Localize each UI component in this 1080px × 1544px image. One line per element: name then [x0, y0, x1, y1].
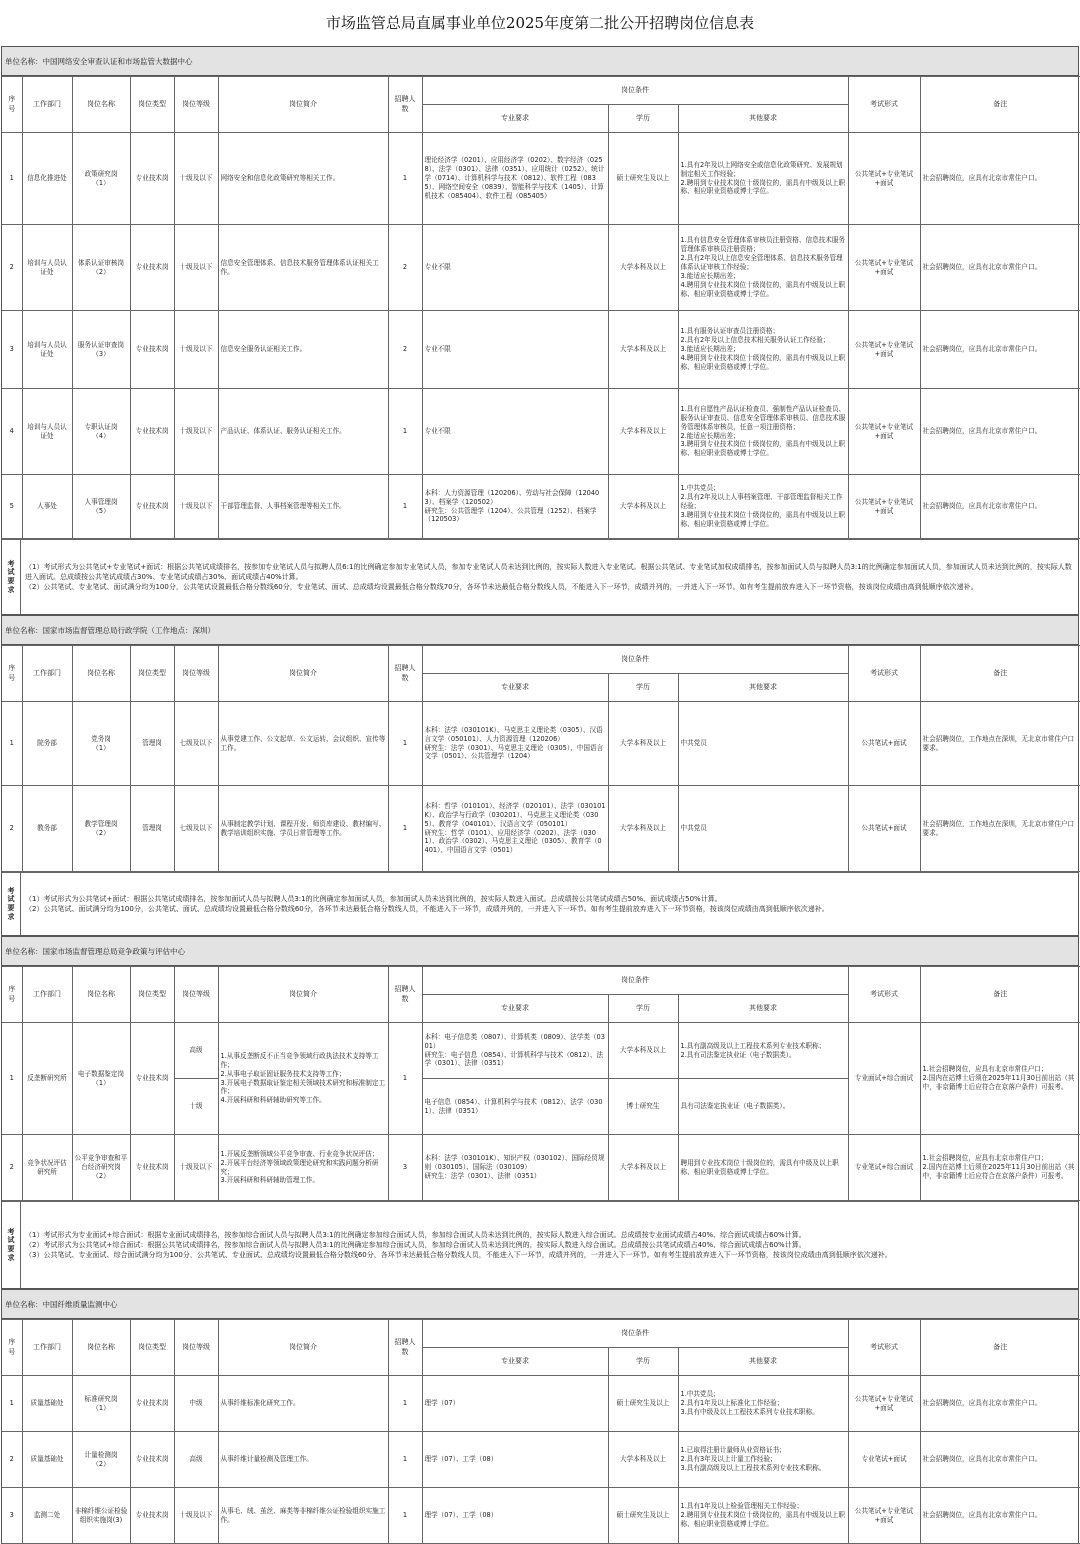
- unit-section: [1, 1289, 1079, 1544]
- row-remark: 社会招聘岗位，应具有北京市常住户口。: [920, 1488, 1080, 1544]
- header-exam: 考试形式: [848, 646, 920, 702]
- header-dept: 工作部门: [22, 77, 72, 133]
- row-post: 党务岗 （1）: [72, 702, 130, 786]
- header-other: 其他要求: [678, 995, 848, 1023]
- row-count: 1: [388, 702, 422, 786]
- row-dept: 教务部: [22, 786, 72, 872]
- row-edu: 硕士研究生及以上: [608, 1376, 678, 1432]
- exam-requirements-text: [21, 873, 1078, 935]
- row-post: 非棉纤维公证检验组织实施岗(3): [72, 1488, 130, 1544]
- header-remark: 备注: [920, 77, 1080, 133]
- row-post: 政策研究岗 （1）: [72, 133, 130, 225]
- row-grade: 十级及以下: [174, 475, 218, 539]
- row-count: 1: [388, 1023, 422, 1135]
- row-other: 1.具有自愿性产品认证检查员、强制性产品认证检查员、服务认证审查员、信息安全管理体系审核员、信息技术服务管理体系审核员，任意一项注册资格； 2.能适应长期出差； 3.聘用到专业技术岗位十级岗位的，需具有中级及以上职称、相应职业资格或博士学位。: [678, 389, 848, 475]
- row-count: 2: [388, 311, 422, 389]
- header-count: 招聘人数: [388, 77, 422, 133]
- row-post-type: 专业技术岗: [130, 389, 174, 475]
- row-remark: 社会招聘岗位，应具有北京市常住户口。: [920, 1432, 1080, 1488]
- header-remark: 备注: [920, 967, 1080, 1023]
- exam-requirements: [2, 1201, 1078, 1289]
- header-post-type: 岗位类型: [130, 1320, 174, 1376]
- row-edu: 大学本科及以上: [608, 786, 678, 872]
- row-grade: 高级: [174, 1023, 218, 1079]
- row-other: 1.具有副高级及以上工程技术系列专业技术职称； 2.具有司法鉴定执业证（电子数据类）。: [678, 1023, 848, 1079]
- job-table: [2, 1319, 1080, 1544]
- row-seq: 1: [2, 1023, 22, 1135]
- header-intro: 岗位简介: [218, 967, 388, 1023]
- header-other: 其他要求: [678, 105, 848, 133]
- header-post: 岗位名称: [72, 646, 130, 702]
- exam-requirements-label-text: 考试要求: [7, 559, 15, 594]
- row-major: 理论经济学（0201）、应用经济学（0202）、数字经济（0258）、法学（0301）、法律（0351）、应用统计（0252）、统计学（0714）、计算机科学与技术（0812）、软件工程（0835）、网络空间安全（0839）、智能科学与技术（1405）、计算机技术（085404）、软件工程（085405）: [422, 133, 608, 225]
- row-edu: 硕士研究生及以上: [608, 1488, 678, 1544]
- row-other: 1.具有信息安全管理体系审核员注册资格、信息技术服务管理体系审核员注册资格； 2.具有2年及以上信息安全管理体系、信息技术服务管理体系认证审核工作经验； 3.能适应长期出差； 4.聘用到专业技术岗位十级岗位的，需具有中级及以上职称、相应职业资格或博士学位。: [678, 225, 848, 311]
- row-major: 本科：人力资源管理（120206）、劳动与社会保障（120403）、档案学（120502） 研究生：公共管理学（1204）、公共管理（1252）、档案学（120503）: [422, 475, 608, 539]
- row-seq: 3: [2, 311, 22, 389]
- row-dept: 反垄断研究所: [22, 1023, 72, 1135]
- row-major: 专业不限: [422, 225, 608, 311]
- header-post: 岗位名称: [72, 1320, 130, 1376]
- row-exam: 公共笔试+面试: [848, 702, 920, 786]
- header-row: [2, 646, 1080, 674]
- row-count: 1: [388, 1376, 422, 1432]
- row-remark: 社会招聘岗位，应具有北京市常住户口。: [920, 1376, 1080, 1432]
- row-post: 专职认证岗 （4）: [72, 389, 130, 475]
- row-remark: 社会招聘岗位，应具有北京市常住户口。: [920, 311, 1080, 389]
- row-exam: 公共笔试+专业笔试+面试: [848, 389, 920, 475]
- exam-requirement-item: （3）公共笔试、专业面试、综合面试满分均为100分，公共笔试、专业面试、总成绩均设置最低合格分数线60分，各环节未达最低合格分数线人员，不能进入下一环节，成绩并列的，一并进入下一环节。如有考生提前放弃进入下一环节资格，按该岗位成绩由高到低顺序依次递补。: [25, 1251, 892, 1260]
- row-other: 聘用到专业技术岗位十级岗位的，需具有中级及以上职称、相应职业资格或博士学位。: [678, 1135, 848, 1201]
- row-seq: 1: [2, 702, 22, 786]
- row-grade: 中级: [174, 1376, 218, 1432]
- row-post-type: 管理岗: [130, 786, 174, 872]
- row-intro: 信息安全服务认证相关工作。: [218, 311, 388, 389]
- row-seq: 1: [2, 1376, 22, 1432]
- header-conditions: 岗位条件: [422, 77, 848, 105]
- header-grade: 岗位等级: [174, 967, 218, 1023]
- header-post-type: 岗位类型: [130, 646, 174, 702]
- exam-requirement-item: （1）考试形式为公共笔试+面试：根据公共笔试成绩排名，按参加面试人员与拟聘人员3:1的比例确定参加面试人员，参加面试人员未达到比例的，按实际人数进入面试。总成绩按公共笔试成绩占50%、面试成绩占50%计算。: [25, 894, 722, 903]
- row-grade: 七级及以下: [174, 702, 218, 786]
- row-exam: 公共笔试+专业笔试+面试: [848, 1488, 920, 1544]
- table-row: [2, 389, 1080, 475]
- row-edu: 大学本科及以上: [608, 1135, 678, 1201]
- row-seq: 2: [2, 225, 22, 311]
- exam-requirement-item: （1）考试形式为公共笔试+专业笔试+面试：根据公共笔试成绩排名，按参加专业笔试人员与拟聘人员6:1的比例确定参加专业笔试人员，参加专业笔试人员未达到比例的，按实际人数进入专业笔试。根据公共笔试、专业笔试加权成绩排名，按参加面试人员与拟聘人员3:1的比例确定参加面试人员，参加面试人员未达到比例的，按实际人数进入面试。总成绩按公共笔试成绩占30%、专业笔试成绩占30%、面试成绩占40%计算。: [25, 562, 1072, 581]
- row-count: 1: [388, 133, 422, 225]
- row-dept: 信息化推进处: [22, 133, 72, 225]
- row-post-type: 专业技术岗: [130, 225, 174, 311]
- row-post: 体系认证审核岗 （2）: [72, 225, 130, 311]
- row-major: 专业不限: [422, 389, 608, 475]
- header-exam: 考试形式: [848, 967, 920, 1023]
- row-post: 标准研究岗 （1）: [72, 1376, 130, 1432]
- header-post: 岗位名称: [72, 967, 130, 1023]
- unit-section: [1, 615, 1079, 936]
- row-remark: 1.社会招聘岗位，应具有北京市常住户口； 2.国内在站博士后须在2025年11月30日前出站（其中，非京籍博士后应符合在京落户条件）可报考。: [920, 1023, 1080, 1135]
- exam-requirement-item: （2）公共笔试、专业笔试、面试满分均为100分，公共笔试设置最低合格分数线60分，专业笔试、面试、总成绩均设置最低合格分数线70分，各环节未达最低合格分数线人员，不能进入下一环节，成绩并列的，一并进入下一环节。如有考生提前放弃进入下一环节资格，按该岗位成绩由高到低顺序依次递补。: [25, 583, 978, 592]
- header-grade: 岗位等级: [174, 646, 218, 702]
- header-remark: 备注: [920, 646, 1080, 702]
- header-edu: 学历: [608, 1348, 678, 1376]
- row-dept: 监测二处: [22, 1488, 72, 1544]
- header-grade: 岗位等级: [174, 77, 218, 133]
- row-intro: 网络安全和信息化政策研究等相关工作。: [218, 133, 388, 225]
- unit-name: 单位名称：中国纤维质量监测中心: [2, 1289, 1078, 1319]
- table-row: [2, 1135, 1080, 1201]
- row-edu: 大学本科及以上: [608, 475, 678, 539]
- table-row: [2, 786, 1080, 872]
- exam-requirement-item: （2）考试形式为公共笔试+综合面试：根据公共笔试成绩排名，按参加综合面试人员与拟聘人员3:1的比例确定参加综合面试人员，参加综合面试人员未达到比例的，按实际人数进入综合面试。总成绩按公共笔试成绩占40%、综合面试成绩占60%计算。: [25, 1240, 806, 1249]
- job-table: [2, 76, 1080, 539]
- row-intro: 从事纤维标准化研究工作。: [218, 1376, 388, 1432]
- row-grade: 十级及以下: [174, 225, 218, 311]
- row-grade: 高级: [174, 1432, 218, 1488]
- row-post: 电子数据鉴定岗 （1）: [72, 1023, 130, 1135]
- row-remark: 社会招聘岗位，工作地点在深圳，无北京市常住户口要求。: [920, 702, 1080, 786]
- row-seq: 2: [2, 786, 22, 872]
- header-major: 专业要求: [422, 1348, 608, 1376]
- row-major: 电子信息（0854）、计算机科学与技术（0812）、法学（0301）、法律（0351）: [422, 1079, 608, 1135]
- header-conditions: 岗位条件: [422, 967, 848, 995]
- row-other: 1.具有2年及以上网络安全或信息化政策研究、发展规划制定相关工作经验； 2.聘用到专业技术岗位十级岗位的，需具有中级及以上职称、相应职业资格或博士学位。: [678, 133, 848, 225]
- row-grade: 七级及以下: [174, 786, 218, 872]
- row-grade: 十级: [174, 1079, 218, 1135]
- row-edu: 大学本科及以上: [608, 389, 678, 475]
- page-title: 市场监管总局直属事业单位2025年度第二批公开招聘岗位信息表: [325, 14, 755, 32]
- exam-requirements-label: [2, 873, 21, 935]
- exam-requirements: [2, 539, 1078, 615]
- table-row: [2, 1376, 1080, 1432]
- row-grade: 十级及以下: [174, 389, 218, 475]
- row-post: 计量检测岗 （2）: [72, 1432, 130, 1488]
- row-post: 服务认证审查岗 （3）: [72, 311, 130, 389]
- row-intro: 从事党建工作、公文起草、公文运转、会议组织、宣传等工作。: [218, 702, 388, 786]
- header-seq: 序号: [2, 77, 22, 133]
- row-intro: 从事制定教学计划、课程开发、师资库建设、教材编写、教学培训组织实施、学员日常管理等工作。: [218, 786, 388, 872]
- header-count: 招聘人数: [388, 646, 422, 702]
- row-grade: 十级及以下: [174, 133, 218, 225]
- header-edu: 学历: [608, 674, 678, 702]
- row-edu: 大学本科及以上: [608, 311, 678, 389]
- row-major: 理学（07）、工学（08）: [422, 1432, 608, 1488]
- header-edu: 学历: [608, 105, 678, 133]
- row-remark: 1.社会招聘岗位，应具有北京市常住户口； 2.国内在站博士后须在2025年11月30日前出站（其中，非京籍博士后应符合在京落户条件）可报考。: [920, 1135, 1080, 1201]
- row-other: 中共党员: [678, 786, 848, 872]
- row-exam: 公共笔试+专业笔试+面试: [848, 475, 920, 539]
- header-major: 专业要求: [422, 674, 608, 702]
- row-edu: 大学本科及以上: [608, 1432, 678, 1488]
- row-exam: 公共笔试+专业笔试+面试: [848, 133, 920, 225]
- header-exam: 考试形式: [848, 1320, 920, 1376]
- header-row: [2, 1320, 1080, 1348]
- row-post-type: 专业技术岗: [130, 1135, 174, 1201]
- header-other: 其他要求: [678, 674, 848, 702]
- row-post-type: 专业技术岗: [130, 475, 174, 539]
- row-seq: 4: [2, 389, 22, 475]
- row-dept: 培训与人员认证处: [22, 389, 72, 475]
- job-table: [2, 645, 1080, 872]
- row-dept: 竞争状况评估研究所: [22, 1135, 72, 1201]
- row-post-type: 专业技术岗: [130, 1023, 174, 1135]
- row-remark: 社会招聘岗位，应具有北京市常住户口。: [920, 475, 1080, 539]
- row-post-type: 专业技术岗: [130, 1432, 174, 1488]
- header-seq: 序号: [2, 646, 22, 702]
- row-grade: 十级及以下: [174, 1135, 218, 1201]
- header-post: 岗位名称: [72, 77, 130, 133]
- exam-requirements: [2, 872, 1078, 936]
- row-seq: 1: [2, 133, 22, 225]
- row-major: 本科：法学（030101K）、马克思主义理论类（0305）、汉语言文学（050101）、人力资源管理（120206） 研究生：法学（0301）、马克思主义理论（0305）、中国语言文学（0501）、公共管理学（1204）: [422, 702, 608, 786]
- row-dept: 人事处: [22, 475, 72, 539]
- row-other: 中共党员: [678, 702, 848, 786]
- row-exam: 专业面试+综合面试: [848, 1023, 920, 1135]
- header-dept: 工作部门: [22, 967, 72, 1023]
- row-dept: 培训与人员认证处: [22, 311, 72, 389]
- row-edu: 大学本科及以上: [608, 1023, 678, 1079]
- row-major: 理学（07）、工学（08）: [422, 1488, 608, 1544]
- unit-section: [1, 46, 1079, 615]
- header-exam: 考试形式: [848, 77, 920, 133]
- row-remark: 社会招聘岗位，应具有北京市常住户口。: [920, 225, 1080, 311]
- row-grade: 十级及以下: [174, 311, 218, 389]
- row-seq: 5: [2, 475, 22, 539]
- row-major: 理学（07）: [422, 1376, 608, 1432]
- row-count: 1: [388, 389, 422, 475]
- row-intro: 从事纤维计量检测及管理工作。: [218, 1432, 388, 1488]
- row-other: 1.具有服务认证审查员注册资格； 2.具有2年及以上信息技术相关服务认证工作经验； 3.能适应长期出差； 4.聘用到专业技术岗位十级岗位的，需具有中级及以上职称、相应职业资格或博士学位。: [678, 311, 848, 389]
- row-intro: 干部管理监督、人事档案管理等相关工作。: [218, 475, 388, 539]
- header-dept: 工作部门: [22, 646, 72, 702]
- row-post-type: 管理岗: [130, 702, 174, 786]
- row-count: 1: [388, 786, 422, 872]
- row-count: 1: [388, 475, 422, 539]
- row-major: 本科：法学（030101K）、知识产权（030102）、国际经贸规则（030105）、国际法（030109） 研究生：法学（0301）、法律（0351）: [422, 1135, 608, 1201]
- table-row: [2, 475, 1080, 539]
- row-post: 公平竞争审查和平台经济研究岗 （2）: [72, 1135, 130, 1201]
- row-seq: 3: [2, 1488, 22, 1544]
- row-post-type: 专业技术岗: [130, 1376, 174, 1432]
- job-table: [2, 966, 1080, 1201]
- table-row: [2, 311, 1080, 389]
- exam-requirement-item: （2）公共笔试、面试满分均为100分，公共笔试、面试、总成绩均设置最低合格分数线60分，各环节未达最低合格分数线人员，不能进入下一环节，成绩并列的，一并进入下一环节。如有考生提前放弃进入下一环节资格，按该岗位成绩由高到低顺序依次递补。: [25, 905, 829, 913]
- header-count: 招聘人数: [388, 1320, 422, 1376]
- row-edu: 硕士研究生及以上: [608, 133, 678, 225]
- table-row: [2, 1432, 1080, 1488]
- row-post-type: 专业技术岗: [130, 133, 174, 225]
- row-grade: 十级及以下: [174, 1488, 218, 1544]
- row-intro: 产品认证、体系认证、服务认证相关工作。: [218, 389, 388, 475]
- row-post: 人事管理岗 （5）: [72, 475, 130, 539]
- header-grade: 岗位等级: [174, 1320, 218, 1376]
- row-count: 1: [388, 1488, 422, 1544]
- header-dept: 工作部门: [22, 1320, 72, 1376]
- unit-name: 单位名称：中国网络安全审查认证和市场监管大数据中心: [2, 46, 1078, 76]
- row-post: 教学管理岗 （2）: [72, 786, 130, 872]
- row-edu: 大学本科及以上: [608, 702, 678, 786]
- header-seq: 序号: [2, 967, 22, 1023]
- row-dept: 质量基础处: [22, 1376, 72, 1432]
- header-seq: 序号: [2, 1320, 22, 1376]
- header-conditions: 岗位条件: [422, 646, 848, 674]
- header-row: [2, 967, 1080, 995]
- row-remark: 社会招聘岗位，应具有北京市常住户口。: [920, 133, 1080, 225]
- row-remark: 社会招聘岗位，应具有北京市常住户口。: [920, 389, 1080, 475]
- row-count: 1: [388, 1432, 422, 1488]
- row-post-type: 专业技术岗: [130, 1488, 174, 1544]
- header-edu: 学历: [608, 995, 678, 1023]
- job-info-document: [1, 46, 1079, 1544]
- exam-requirements-text: [21, 1202, 1078, 1288]
- row-edu: 博士研究生: [608, 1079, 678, 1135]
- header-post-type: 岗位类型: [130, 967, 174, 1023]
- row-count: 3: [388, 1135, 422, 1201]
- header-count: 招聘人数: [388, 967, 422, 1023]
- row-intro: 信息安全管理体系、信息技术服务管理体系认证相关工作。: [218, 225, 388, 311]
- row-exam: 公共笔试+面试: [848, 786, 920, 872]
- row-seq: 2: [2, 1135, 22, 1201]
- header-other: 其他要求: [678, 1348, 848, 1376]
- header-intro: 岗位简介: [218, 1320, 388, 1376]
- exam-requirement-item: （1）考试形式为专业面试+综合面试：根据专业面试成绩排名，按参加综合面试人员与拟聘人员3:1的比例确定参加综合面试人员，参加综合面试人员未达到比例的，按实际人数进入综合面试。总成绩按专业面试成绩占40%、综合面试成绩占60%计算。: [25, 1230, 806, 1239]
- row-major: 本科：电子信息类（0807）、计算机类（0809）、法学类（0301） 研究生：电子信息（0854）、计算机科学与技术（0812）、法学（0301）、法律（0351）: [422, 1023, 608, 1079]
- header-major: 专业要求: [422, 995, 608, 1023]
- row-other: 1.中共党员； 2.具有2年及以上人事档案管理、干部管理监督相关工作经验； 3.聘用到专业技术岗位十级岗位的，需具有中级及以上职称、相应职业资格或博士学位。: [678, 475, 848, 539]
- row-exam: 公共笔试+专业笔试+面试: [848, 1376, 920, 1432]
- header-post-type: 岗位类型: [130, 77, 174, 133]
- table-row: [2, 1488, 1080, 1544]
- exam-requirements-text: [21, 540, 1078, 614]
- row-exam: 专业笔试+面试: [848, 1432, 920, 1488]
- row-major: 专业不限: [422, 311, 608, 389]
- table-row: [2, 702, 1080, 786]
- unit-name: 单位名称：国家市场监督管理总局竞争政策与评估中心: [2, 936, 1078, 966]
- row-remark: 社会招聘岗位，工作地点在深圳，无北京市常住户口要求。: [920, 786, 1080, 872]
- table-row: [2, 133, 1080, 225]
- exam-requirements-label-text: 考试要求: [7, 886, 15, 921]
- row-intro: 1.开展反垄断领域公平竞争审查、行业竞争状况评估； 2.开展平台经济等领域政策理论研究和实践问题分析研究； 3.开展科研和科研辅助管理工作。: [218, 1135, 388, 1201]
- unit-section: [1, 936, 1079, 1289]
- row-intro: 从事毛、绒、茧丝、麻类等非棉纤维公证检验组织实施工作。: [218, 1488, 388, 1544]
- row-exam: 专业笔试+综合面试: [848, 1135, 920, 1201]
- header-intro: 岗位简介: [218, 646, 388, 702]
- header-row: [2, 77, 1080, 105]
- row-major: 本科：哲学（010101）、经济学（020101）、法学（030101K）、政治学与行政学（030201）、马克思主义理论类（0305）、教育学（040101）、汉语言文学（050101） 研究生：哲学（0101）、应用经济学（0202）、法学（0301）、政治学（0302）、马克思主义理论（0305）、教育学（0401）、中国语言文学（0501）: [422, 786, 608, 872]
- row-other: 1.中共党员； 2.具有1年及以上标准化工作经验； 3.具有中级及以上工程技术系列专业技术职称。: [678, 1376, 848, 1432]
- row-exam: 公共笔试+专业笔试+面试: [848, 225, 920, 311]
- header-remark: 备注: [920, 1320, 1080, 1376]
- unit-name: 单位名称：国家市场监督管理总局行政学院（工作地点：深圳）: [2, 615, 1078, 645]
- row-edu: 大学本科及以上: [608, 225, 678, 311]
- row-exam: 公共笔试+专业笔试+面试: [848, 311, 920, 389]
- row-seq: 2: [2, 1432, 22, 1488]
- row-dept: 质量基础处: [22, 1432, 72, 1488]
- row-dept: 培训与人员认证处: [22, 225, 72, 311]
- exam-requirements-label-text: 考试要求: [7, 1227, 15, 1262]
- row-other: 1.具有1年及以上检验管理相关工作经验； 2.聘用到专业技术岗位十级岗位的，需具有中级及以上职称、相应职业资格或博士学位。: [678, 1488, 848, 1544]
- row-intro: 1.从事反垄断反不正当竞争领域行政执法技术支持等工作； 2.从事电子取证固证服务技术支持等工作； 3.开展电子数据取证鉴定相关领域技术研究和标准制定工作； 4.开展科研和科研辅助研究等工作。: [218, 1023, 388, 1135]
- exam-requirements-label: [2, 540, 21, 614]
- table-row: [2, 225, 1080, 311]
- row-other: 具有司法鉴定执业证（电子数据类）。: [678, 1079, 848, 1135]
- row-other: 1.已取得注册计量师从业资格证书； 2.具有3年及以上计量工作经验； 3.具有副高级及以上工程技术系列专业技术职称。: [678, 1432, 848, 1488]
- exam-requirements-label: [2, 1202, 21, 1288]
- header-conditions: 岗位条件: [422, 1320, 848, 1348]
- header-intro: 岗位简介: [218, 77, 388, 133]
- table-row: [2, 1023, 1080, 1079]
- header-major: 专业要求: [422, 105, 608, 133]
- row-dept: 院务部: [22, 702, 72, 786]
- row-count: 2: [388, 225, 422, 311]
- row-post-type: 专业技术岗: [130, 311, 174, 389]
